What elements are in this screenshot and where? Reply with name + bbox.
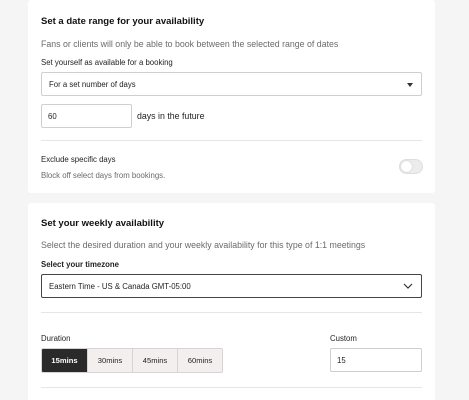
divider <box>41 387 422 388</box>
duration-label: Duration <box>41 334 71 343</box>
date-range-card <box>28 0 435 193</box>
chevron-down-icon <box>403 282 413 290</box>
caret-down-icon <box>407 83 413 87</box>
duration-option-45[interactable]: 45mins <box>132 349 177 372</box>
available-label: Set yourself as available for a booking <box>41 58 173 67</box>
toggle-knob <box>401 161 412 172</box>
range-type-value: For a set number of days <box>49 80 136 89</box>
custom-duration-input[interactable] <box>330 348 422 372</box>
days-value: 60 <box>48 112 57 121</box>
duration-segmented-control <box>41 348 223 373</box>
weekly-subtitle: Select the desired duration and your weekly availability for this type of 1:1 meetings <box>41 240 366 250</box>
range-type-select[interactable] <box>41 72 422 96</box>
weekly-title: Set your weekly availability <box>41 218 165 229</box>
exclude-title: Exclude specific days <box>41 155 116 164</box>
duration-option-60[interactable]: 60mins <box>177 349 222 372</box>
date-range-subtitle: Fans or clients will only be able to book between the selected range of dates <box>41 39 339 49</box>
divider <box>41 312 422 313</box>
date-range-title: Set a date range for your availability <box>41 16 205 27</box>
duration-option-30[interactable]: 30mins <box>87 349 132 372</box>
timezone-select[interactable] <box>41 274 422 298</box>
custom-label: Custom <box>330 334 357 343</box>
timezone-label: Select your timezone <box>41 260 119 269</box>
days-suffix: days in the future <box>137 111 205 121</box>
exclude-subtitle: Block off select days from bookings. <box>41 171 166 180</box>
days-input[interactable] <box>41 104 132 128</box>
custom-duration-value: 15 <box>337 356 346 365</box>
duration-option-15[interactable]: 15mins <box>42 349 87 372</box>
weekly-availability-card <box>28 203 435 400</box>
divider <box>41 140 422 141</box>
timezone-value: Eastern Time - US & Canada GMT-05:00 <box>49 282 191 291</box>
exclude-days-toggle[interactable] <box>399 159 423 174</box>
